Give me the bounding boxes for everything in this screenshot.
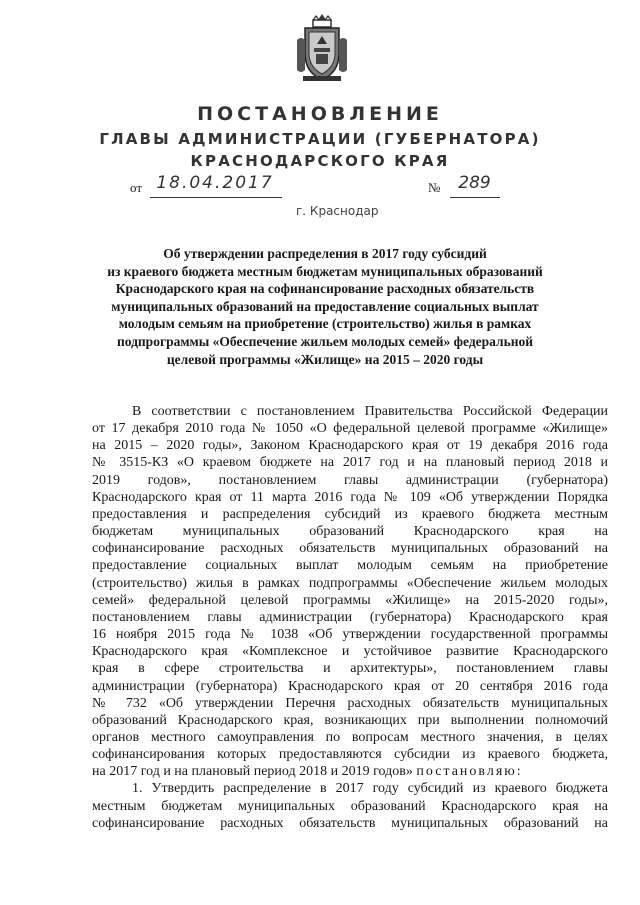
title-line: муниципальных образований на предоставление социальных выплат xyxy=(111,298,539,314)
handwritten-number: 289 xyxy=(458,173,491,193)
body-line: софинансирование расходных обязательств муниципальных образований на xyxy=(92,541,608,557)
body-line: семей» федеральной целевой программы «Жилище» на 2015-2020 годы», xyxy=(92,592,608,608)
item-line: софинансирование расходных обязательств муниципальных образований на xyxy=(92,815,608,831)
body-line: В соответствии с постановлением Правительства Российской Федерации xyxy=(132,404,608,419)
body-line: (строительство) жилья в рамках подпрограммы «Обеспечение жильем молодых xyxy=(92,575,608,591)
document-body xyxy=(92,403,608,832)
item-line: 1. Утвердить распределение в 2017 году субсидий из краевого бюджета xyxy=(132,781,608,797)
title-line: подпрограммы «Обеспечение жильем молодых семей» федеральной xyxy=(116,333,534,349)
body-line: постановлением главы администрации (губернатора) Краснодарского края xyxy=(92,609,608,625)
item-line: местным бюджетам муниципальных образований Краснодарского края на xyxy=(92,798,608,814)
body-line-final xyxy=(92,763,608,780)
title-line: Краснодарского края на софинансирование расходных обязательств xyxy=(115,281,535,297)
body-line: 2019 годов», постановлением главы администрации (губернатора) xyxy=(92,472,608,488)
city-label: г. Краснодар xyxy=(296,204,379,218)
body-line: края в сфере строительства и архитектуры», постановлением главы xyxy=(92,661,608,677)
body-line: № 732 «Об утверждении Перечня расходных обязательств муниципальных xyxy=(92,695,608,711)
body-line: Краснодарского края от 11 марта 2016 года № 109 «Об утверждении Порядка xyxy=(92,489,608,505)
body-line-text: на 2017 год и на плановый период 2018 и 2019 годов» xyxy=(92,764,413,780)
body-line: бюджетам муниципальных образований Краснодарского края на xyxy=(92,524,608,540)
body-line: Краснодарского края «Комплексное и устойчивое развитие Краснодарского xyxy=(92,644,608,660)
title-line: Об утверждении распределения в 2017 году субсидий xyxy=(163,246,487,261)
title-line: из краевого бюджета местным бюджетам муниципальных образований xyxy=(107,263,543,279)
body-line: предоставления и распределения субсидий из краевого бюджета местным xyxy=(92,506,608,522)
body-line: на 2015 – 2020 годы», Законом Краснодарского края от 19 декабря 2016 года xyxy=(92,438,608,454)
body-line: № 3515-КЗ «О краевом бюджете на 2017 год и на плановый период 2018 и xyxy=(92,455,608,471)
body-line: 16 ноября 2015 года № 1038 «Об утверждении государственной программы xyxy=(92,627,608,643)
handwritten-date: 18.04.2017 xyxy=(156,173,274,193)
title-line: молодым семьям на приобретение (строительство) жилья в рамках xyxy=(118,316,532,332)
body-line: предоставление социальных выплат молодым семьям на приобретение xyxy=(92,558,608,574)
date-underline xyxy=(150,197,282,198)
number-label: № xyxy=(428,180,441,195)
body-line: органов местного самоуправления по вопросам местного значения, в целях xyxy=(92,729,608,745)
document-type-title: ПОСТАНОВЛЕНИЕ xyxy=(197,103,443,125)
date-label: от xyxy=(130,180,143,195)
coat-of-arms-icon xyxy=(295,12,349,86)
body-line: администрации (губернатора) Краснодарского края от 20 сентября 2016 года xyxy=(92,678,608,694)
issuer-line-1: ГЛАВЫ АДМИНИСТРАЦИИ (ГУБЕРНАТОРА) xyxy=(99,130,541,148)
body-line: образований Краснодарского края, возникающих при выполнении полномочий xyxy=(92,712,608,728)
number-underline xyxy=(450,197,500,198)
document-title xyxy=(96,245,554,368)
decree-word: постановляю: xyxy=(416,764,523,780)
title-line: целевой программы «Жилище» на 2015 – 2020 годы xyxy=(166,351,484,367)
body-line: софинансирования которых предоставляются субсидии из краевого бюджета, xyxy=(92,747,608,763)
issuer-line-2: КРАСНОДАРСКОГО КРАЯ xyxy=(190,152,450,170)
body-line: от 17 декабря 2010 года № 1050 «О федеральной целевой программе «Жилище» xyxy=(92,421,608,437)
